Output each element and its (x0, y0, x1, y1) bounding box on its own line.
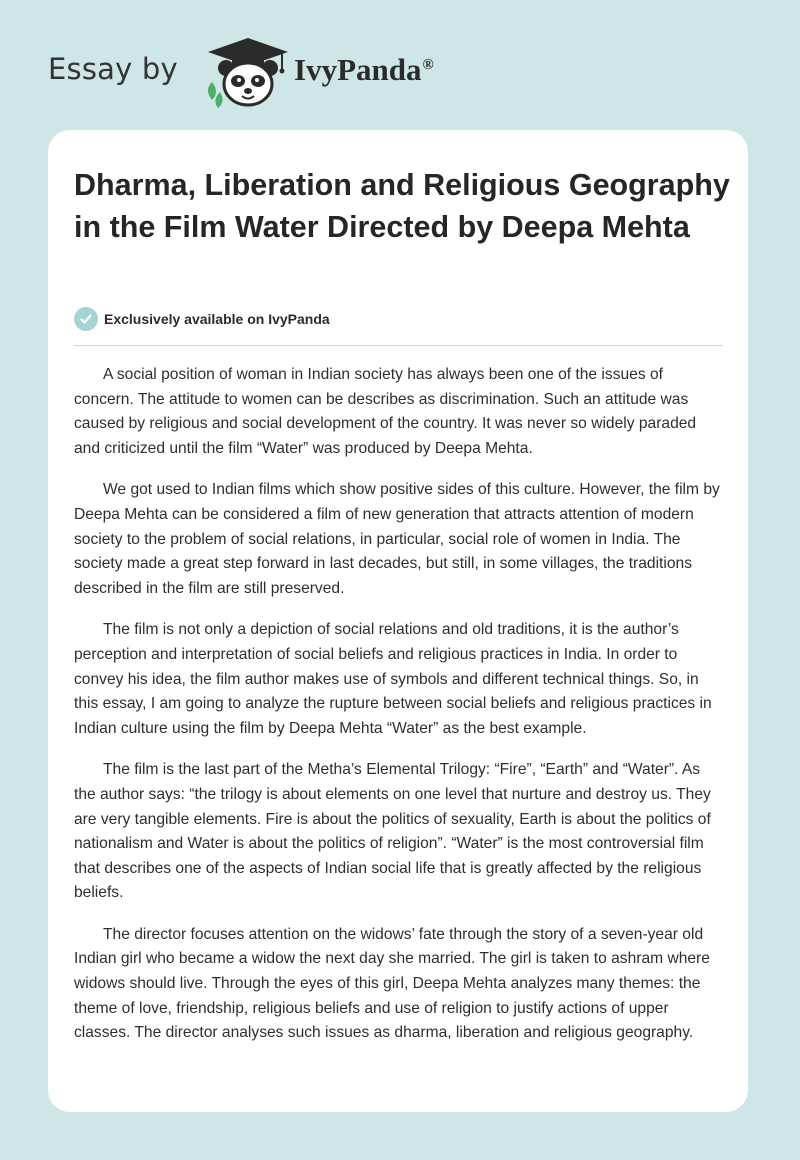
essay-title: Dharma, Liberation and Religious Geography in the Film Water Directed by Deepa Mehta (74, 168, 730, 244)
brand-prefix: Essay by (48, 52, 178, 86)
availability-label: Exclusively available on IvyPanda (104, 311, 330, 327)
panda-graduate-logo-icon (202, 34, 294, 110)
paragraph: The director focuses attention on the widows’ fate through the story of a seven-year old Indian girl who became a widow the next day she married. The girl is taken to ashram where widows should live. Through the eyes of this girl, Deepa Mehta analyzes many themes: the theme of love, friendship, religious beliefs and use of religion to justify actions of upper classes. The director analyses such issues as dharma, liberation and religious geography. (74, 925, 710, 1042)
brand-name (294, 52, 434, 88)
paragraph: A social position of woman in Indian society has always been one of the issues of concern. The attitude to women can be describes as discrimination. Such an attitude was caused by religious and social development of the country. It was never so widely paraded and criticized until the film “Water” was produced by Deepa Mehta. (74, 366, 697, 457)
brand-header[interactable] (48, 34, 508, 110)
essay-card (48, 130, 748, 1112)
brand-name-text: IvyPanda (294, 52, 422, 87)
divider (74, 345, 723, 346)
availability-badge (74, 306, 330, 332)
paragraph: The film is not only a depiction of social relations and old traditions, it is the author’s perception and interpretation of social beliefs and religious practices in India. In order to convey his idea, the film author makes use of symbols and different technical things. So, in this essay, I am going to analyze the rupture between social beliefs and religious practices in Indian culture using the film by Deepa Mehta “Water” as the best example. (74, 621, 712, 737)
paragraph: The film is the last part of the Metha’s Elemental Trilogy: “Fire”, “Earth” and “Water”. As the author says: “the trilogy is about elements on one level that nurture and destroy us. They are very tangible elements. Fire is about the politics of sexuality, Earth is about the politics of nationalism and Water is about the politics of religion”. “Water” is the most controversial film that describes one of the aspects of Indian social life that is greatly affected by the religious beliefs. (74, 761, 711, 902)
registered-mark: ® (422, 56, 434, 73)
essay-body (74, 363, 726, 1063)
paragraph: We got used to Indian films which show positive sides of this culture. However, the film by Deepa Mehta can be considered a film of new generation that attracts attention of modern society to the problem of social relations, in particular, social role of women in India. The society made a great step forward in last decades, but still, in some villages, the traditions described in the film are still preserved. (74, 481, 720, 597)
check-circle-icon (74, 307, 98, 331)
